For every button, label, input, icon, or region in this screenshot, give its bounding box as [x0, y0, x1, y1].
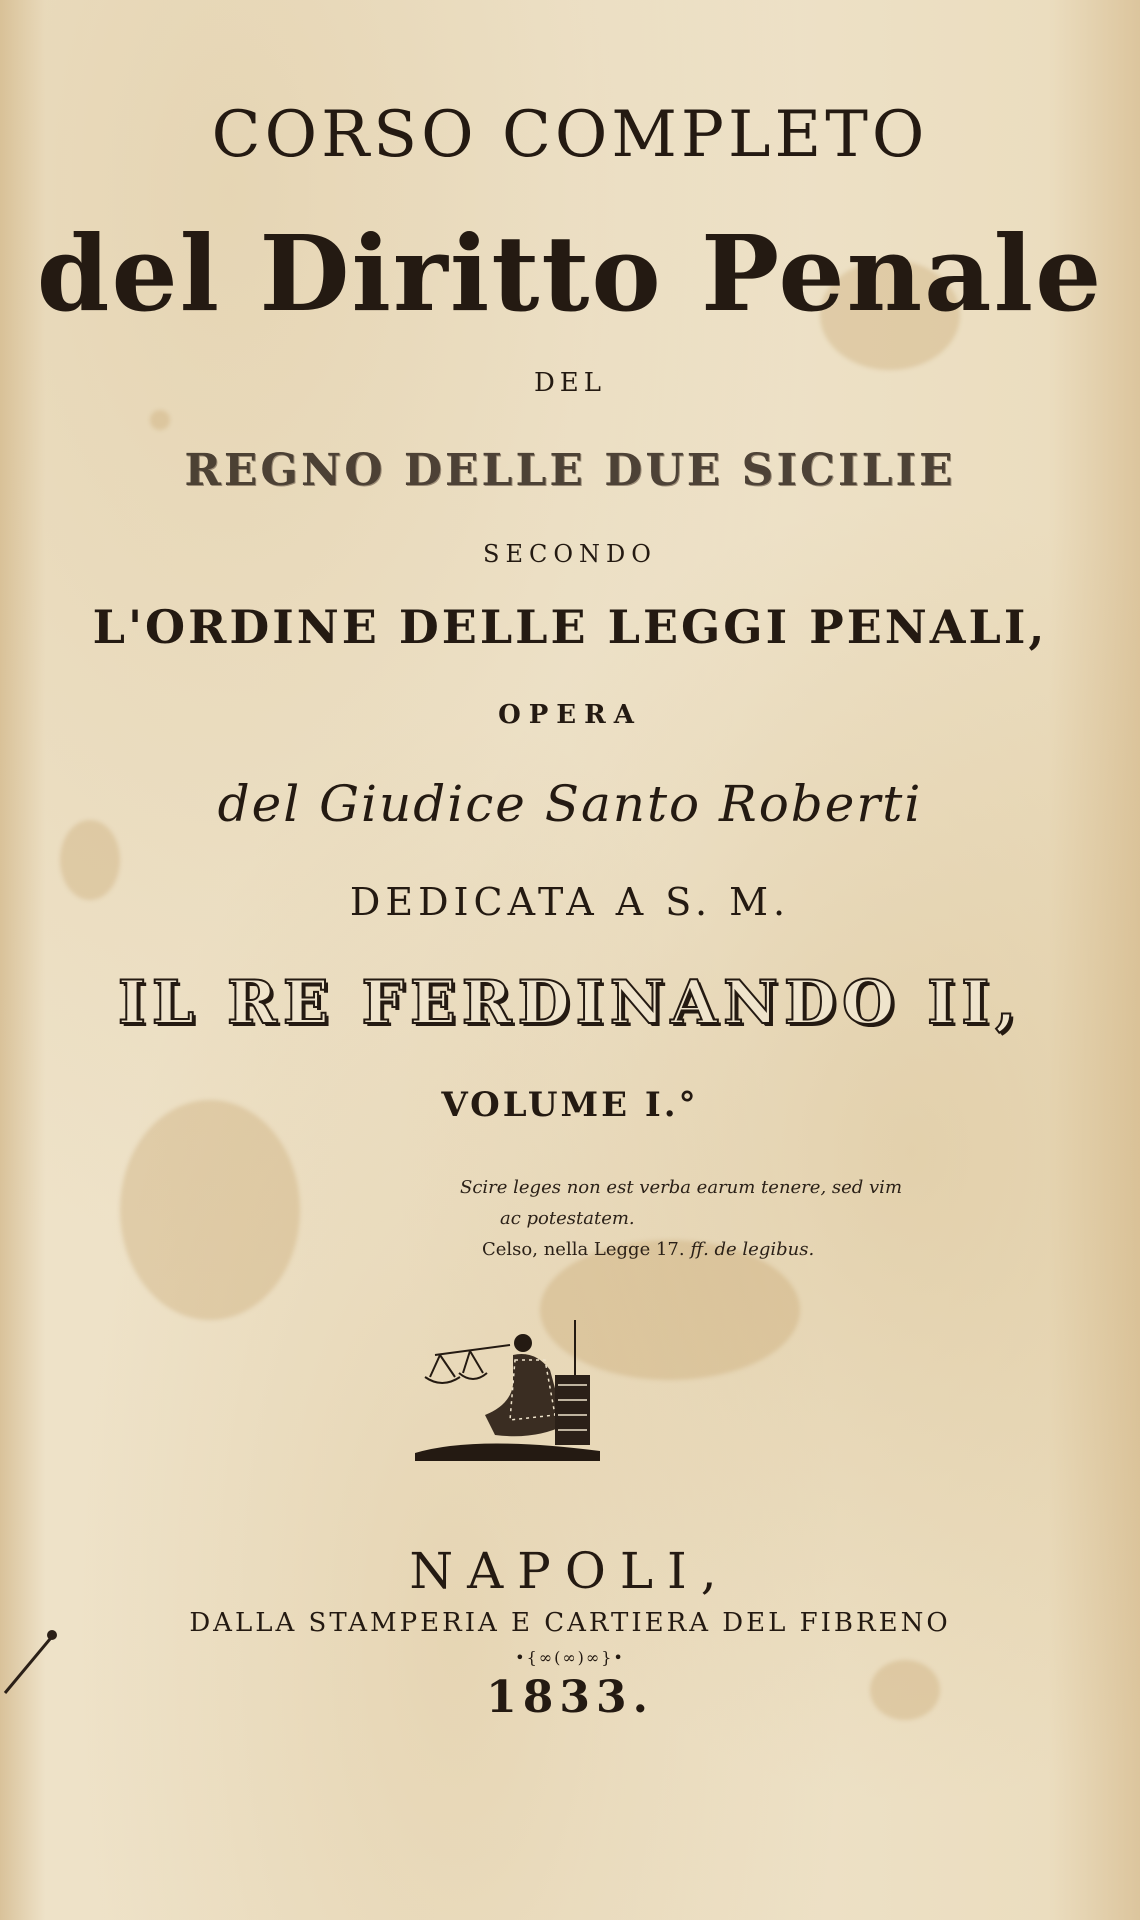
- epigraph-line-1: Scire leges non est verba earum tenere, sed vim: [460, 1177, 903, 1198]
- opera-label: OPERA: [498, 700, 642, 730]
- epigraph: [460, 1172, 940, 1265]
- imprint-ornament: •{∞(∞)∞}•: [515, 1648, 625, 1667]
- attribution-ref: ff. de legibus.: [690, 1239, 815, 1260]
- title-line-corso-completo: CORSO COMPLETO: [211, 98, 929, 172]
- title-line-ordine: L'ORDINE DELLE LEGGI PENALI,: [92, 600, 1048, 654]
- attribution-name: Celso: [482, 1239, 533, 1260]
- imprint-city: NAPOLI,: [409, 1542, 731, 1600]
- epigraph-line-2: ac potestatem.: [500, 1208, 635, 1229]
- author-line: del Giudice Santo Roberti: [217, 775, 923, 833]
- imprint-printer: DALLA STAMPERIA E CARTIERA DEL FIBRENO: [189, 1608, 951, 1638]
- imprint-year: 1833.: [486, 1672, 654, 1723]
- attribution-text: , nella Legge 17.: [532, 1239, 685, 1260]
- volume-label: VOLUME I.°: [441, 1085, 699, 1125]
- title-line-del: DEL: [533, 368, 607, 398]
- title-line-secondo: SECONDO: [483, 540, 657, 568]
- title-line-diritto-penale: del Diritto Penale: [36, 212, 1104, 335]
- justice-figure-icon: [415, 1315, 600, 1465]
- epigraph-attribution: [460, 1234, 940, 1265]
- pencil-mark: [0, 1625, 60, 1695]
- dedication-king: IL RE FERDINANDO II,: [117, 968, 1023, 1038]
- title-line-regno: REGNO DELLE DUE SICILIE: [184, 445, 956, 496]
- dedication-line: DEDICATA A S. M.: [349, 880, 791, 924]
